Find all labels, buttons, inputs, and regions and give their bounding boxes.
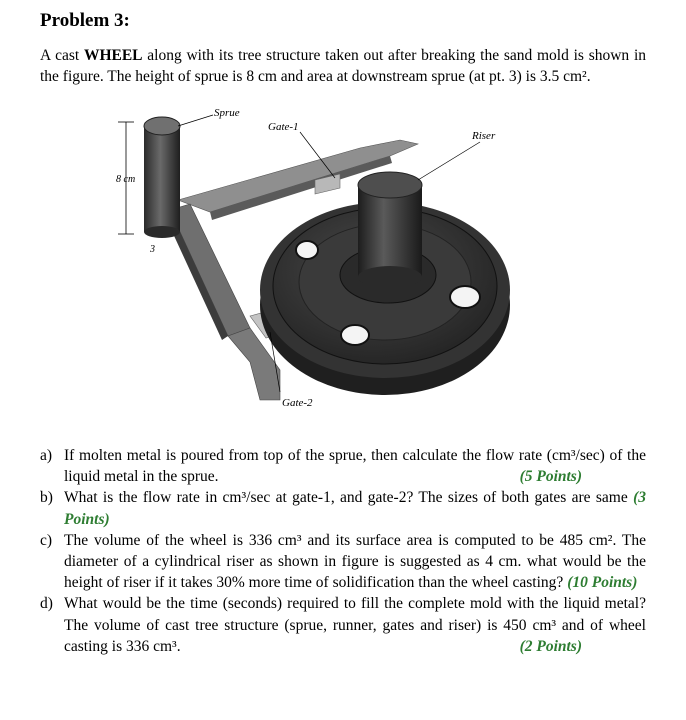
riser-body bbox=[358, 185, 422, 277]
riser-bottom bbox=[358, 266, 422, 288]
gate2-label: Gate-2 bbox=[282, 397, 313, 409]
question-d-points: (2 Points) bbox=[519, 637, 582, 655]
problem-intro bbox=[40, 45, 646, 87]
question-a-points: (5 Points) bbox=[519, 468, 582, 486]
wheel-hole-left bbox=[296, 241, 318, 259]
riser-label: Riser bbox=[472, 130, 496, 142]
sprue-bottom bbox=[144, 226, 180, 238]
question-a-label: a) bbox=[40, 447, 53, 464]
problem-title: Problem 3: bbox=[40, 10, 130, 31]
wheel-hole-right bbox=[450, 286, 480, 308]
gate1-label: Gate-1 bbox=[268, 121, 299, 133]
question-c bbox=[40, 530, 646, 594]
question-b-text: What is the flow rate in cm³/sec at gate-1, and gate-2? The sizes of both gates are same bbox=[64, 489, 628, 507]
wheel-hole-bottom bbox=[341, 325, 369, 345]
intro-post: along with its tree structure taken out after breaking the sand mold is shown in the figure. The height of sprue is 8 cm and area at downstream sprue (at pt. 3) is 3.5 cm². bbox=[40, 47, 646, 85]
intro-bold: WHEEL bbox=[83, 47, 143, 64]
intro-pre: A cast bbox=[40, 47, 84, 64]
question-b-points: (3 Points) bbox=[64, 489, 646, 528]
question-c-points: (10 Points) bbox=[567, 574, 638, 592]
sprue-leader bbox=[178, 115, 213, 126]
riser-top bbox=[358, 172, 422, 198]
riser-leader bbox=[418, 142, 480, 180]
wheel-casting-figure bbox=[100, 100, 560, 420]
question-d-label: d) bbox=[40, 595, 53, 613]
sprue-body bbox=[144, 126, 180, 232]
question-d bbox=[40, 593, 646, 657]
height-label: 8 cm bbox=[116, 174, 136, 185]
point-label: 3 bbox=[150, 244, 155, 255]
sprue-top bbox=[144, 117, 180, 135]
runner-diagonal bbox=[170, 204, 250, 336]
question-b-label: b) bbox=[40, 489, 53, 507]
question-a-text: If molten metal is poured from top of the sprue, then calculate the flow rate (cm³/sec) of the liquid metal in the sprue. bbox=[64, 447, 646, 486]
question-c-text: The volume of the wheel is 336 cm³ and its surface area is computed to be 485 cm². The diameter of a cylindrical riser as shown in figure is suggested as 4 cm. what would be the height of riser if it takes 30% more time of solidification than the wheel casting? bbox=[64, 531, 646, 592]
question-d-text: What would be the time (seconds) required to fill the complete mold with the liquid metal? The volume of cast tree structure (sprue, runner, gates and riser) is 450 cm³ and of wheel casting is 336 cm³. bbox=[64, 595, 646, 655]
sprue-label: Sprue bbox=[214, 107, 240, 119]
question-b bbox=[40, 487, 646, 529]
question-c-label: c) bbox=[40, 531, 53, 549]
question-list bbox=[40, 445, 646, 657]
question-a bbox=[40, 445, 646, 487]
